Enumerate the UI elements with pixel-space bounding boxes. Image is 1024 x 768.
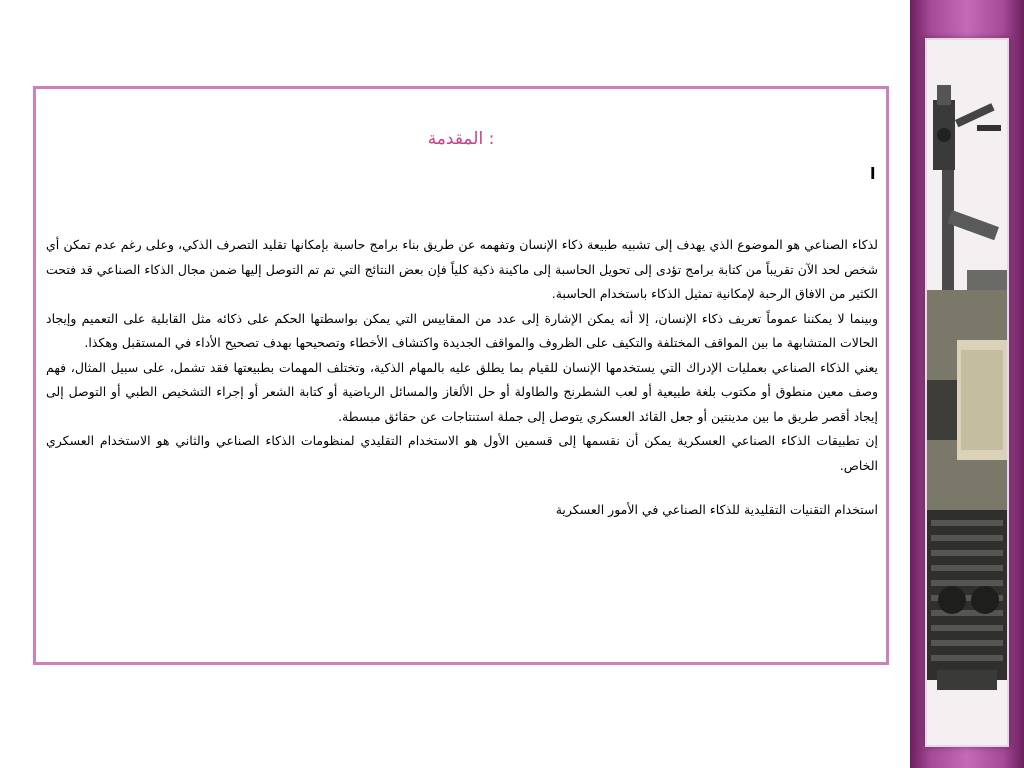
paragraph-intro: لذكاء الصناعي هو الموضوع الذي يهدف إلى تشبيه طبيعة ذكاء الإنسان وتفهمه عن طريق بناء برامج حاسبة بإمكانها تقليد التصرف الذكي، وعلى رغم عدم تمكن أي شخص لحد الآن تقريباً من كتابة برامج تؤدى إلى تحويل الحاسبة إلى ماكينة ذكية كلياً فإن بعض النتائج التي تم تم التوصل إليها ضمن مجال الذكاء الصناعي قد فتحت الكثير من الافاق الرحبة لإمكانية تمثيل الذكاء باستخدام الحاسبة. — [46, 237, 878, 301]
paragraph-perception: يعني الذكاء الصناعي بعمليات الإدراك التي يستخدمها الإنسان للقيام بما يطلق عليه بالمهام الذكية، وتختلف المهمات بطبيعتها فقد تشمل، على سبيل المثال، فهم وصف معين منطوق أو مكتوب بلغة طبيعية أو لعب الشطرنج والطاولة أو حل الألغاز والمسائل الرياضية أو كتابة الشعر أو إجراء التشخيص الطبي أو التوصل إلى إيجاد أقصر طريق ما بين مدينتين أو جعل القائد العسكري يتوصل إلى جملة استنتاجات عن حقائق مبسطة. — [46, 359, 878, 424]
paragraph-military-applications: إن تطبيقات الذكاء الصناعي العسكرية يمكن أن نقسمها إلى قسمين الأول هو الاستخدام التقليدي لمنظومات الذكاء الصناعي والثاني هو الاستخدام العسكري الخاص. — [46, 433, 878, 473]
bullet-marker: ا — [870, 164, 876, 183]
slide-heading: المقدمة : — [427, 129, 495, 149]
military-robot-illustration — [927, 40, 1007, 745]
slide-body — [46, 233, 878, 523]
military-robot-image — [925, 38, 1009, 747]
paragraph-definition: وبينما لا يمكننا عموماً تعريف ذكاء الإنسان، إلا أنه يمكن الإشارة إلى عدد من المقاييس التي يمكن بواسطتها الحكم على ذكائه مثل القابلية على التعميم وإيجاد الحالات المتشابهة ما بين المواقف المختلفة والتكيف على الظروف والمواقف الجديدة واكتشاف الأخطاء وتصحيحها بهدف تصحيح الأداء في المستقبل وهكذا. — [46, 310, 878, 350]
closing-line: استخدام التقنيات التقليدية للذكاء الصناعي في الأمور العسكرية — [555, 502, 878, 517]
content-box — [33, 86, 889, 665]
